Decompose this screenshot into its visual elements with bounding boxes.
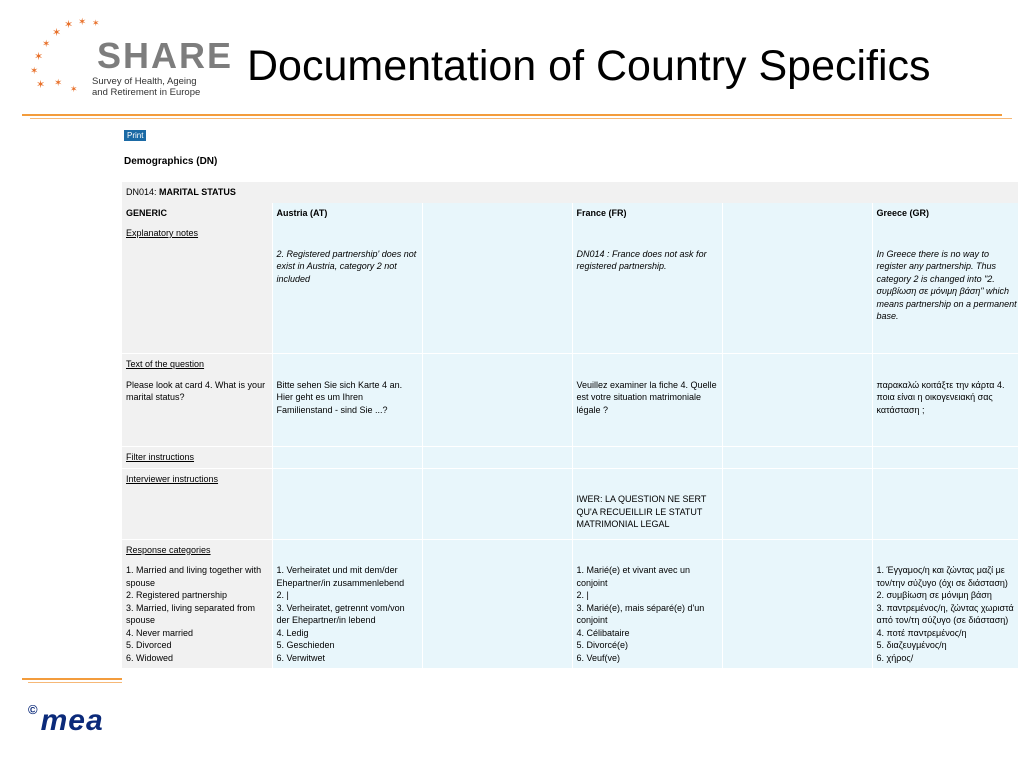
- response-item: 3. Married, living separated from spouse: [126, 602, 256, 625]
- interviewer-text-fr: IWER: LA QUESTION NE SERT QU'A RECUEILLIR LE STATUT MATRIMONIAL LEGAL: [572, 489, 722, 539]
- col-france: France (FR): [572, 203, 722, 224]
- country-specifics-table: [122, 182, 1018, 668]
- svg-text:✶: ✶: [78, 17, 87, 28]
- copyright-symbol: ©: [28, 702, 39, 717]
- response-item: 6. Veuf(ve): [576, 652, 621, 663]
- svg-text:✶: ✶: [34, 50, 44, 63]
- svg-text:✶: ✶: [70, 85, 78, 95]
- top-divider: [22, 114, 1002, 116]
- stars-icon: [22, 14, 102, 100]
- response-item: 1. Έγγαμος/η και ζώντας μαζί με τον/την σύζυγο (όχι σε διάσταση): [876, 565, 1008, 588]
- response-item: 2. Registered partnership: [126, 590, 228, 600]
- response-item: 5. Divorced: [126, 640, 172, 650]
- response-item: 1. Married and living together with spouse: [126, 565, 262, 588]
- response-item: 2. συμβίωση σε μόνιμη βάση: [876, 590, 992, 600]
- mea-logo: [28, 704, 104, 738]
- responses-fr: [572, 560, 722, 668]
- response-item: 2. |: [576, 590, 589, 600]
- response-item: 2. |: [276, 590, 289, 600]
- bottom-divider: [22, 678, 122, 680]
- explanatory-notes-link[interactable]: Explanatory notes: [126, 228, 199, 238]
- text-of-question-link[interactable]: Text of the question: [126, 359, 205, 369]
- response-item: 1. Verheiratet und mit dem/der Ehepartner/in zusammenlebend: [276, 565, 405, 588]
- question-id: DN014:: [126, 187, 157, 197]
- response-label-row: [122, 539, 1018, 560]
- response-item: 6. Widowed: [126, 652, 174, 663]
- response-categories-link[interactable]: Response categories: [126, 544, 211, 555]
- question-label-row: [122, 354, 1018, 375]
- response-item: 3. Verheiratet, getrennt vom/von der Ehepartner/in lebend: [276, 602, 405, 625]
- response-item: 5. Geschieden: [276, 640, 335, 650]
- explanatory-fr: DN014 : France does not ask for registered partnership.: [572, 244, 722, 354]
- share-subtitle: [92, 76, 200, 98]
- col-france-extra: [722, 203, 872, 224]
- question-name: MARITAL STATUS: [159, 187, 236, 197]
- responses-at: [272, 560, 422, 668]
- mea-wordmark: mea: [40, 704, 104, 737]
- question-header: [122, 182, 1018, 203]
- response-item: 1. Marié(e) et vivant avec un conjoint: [576, 565, 691, 588]
- share-subtitle-line2: and Retirement in Europe: [92, 87, 201, 98]
- explanatory-row: [122, 244, 1018, 354]
- share-subtitle-line1: Survey of Health, Ageing: [92, 76, 197, 87]
- response-item: 4. Ledig: [276, 627, 309, 638]
- documentation-screenshot: [118, 128, 1018, 728]
- response-item: 5. Divorcé(e): [576, 640, 629, 650]
- explanatory-label-row: [122, 223, 1018, 244]
- explanatory-gr: In Greece there is no way to register any partnership. Thus category 2 is changed into "2. συμβίωση σε μόνιμη βάση" which means partnership on a permanent base.: [872, 244, 1018, 354]
- response-item: 4. Never married: [126, 627, 194, 638]
- question-text-row: [122, 375, 1018, 447]
- svg-text:✶: ✶: [92, 19, 100, 29]
- share-wordmark: SHARE: [97, 35, 234, 76]
- svg-text:✶: ✶: [30, 66, 39, 77]
- responses-gr: [872, 560, 1018, 668]
- svg-text:✶: ✶: [52, 26, 62, 39]
- svg-text:✶: ✶: [42, 39, 51, 50]
- responses-generic: [122, 560, 272, 668]
- question-text-gr: παρακαλώ κοιτάξτε την κάρτα 4. ποια είναι η οικογενειακή σας κατάσταση ;: [872, 375, 1018, 447]
- response-row: [122, 560, 1018, 668]
- slide-title: Documentation of Country Specifics: [247, 42, 931, 90]
- response-item: 6. Verwitwet: [276, 652, 326, 663]
- col-generic: GENERIC: [122, 203, 272, 224]
- filter-row: [122, 447, 1018, 469]
- filter-instructions-link[interactable]: Filter instructions: [126, 452, 195, 462]
- question-text-generic: Please look at card 4. What is your marital status?: [122, 375, 272, 447]
- col-greece: Greece (GR): [872, 203, 1018, 224]
- response-item: 4. Célibataire: [576, 627, 630, 638]
- svg-text:✶: ✶: [36, 78, 46, 91]
- share-logo: [22, 14, 234, 100]
- col-austria-extra: [422, 203, 572, 224]
- svg-text:✶: ✶: [64, 18, 74, 31]
- response-item: 5. διαζευγμένος/η: [876, 640, 947, 650]
- response-item: 4. ποτέ παντρεμένος/η: [876, 627, 967, 638]
- question-text-fr: Veuillez examiner la fiche 4. Quelle est votre situation matrimoniale légale ?: [572, 375, 722, 447]
- svg-text:✶: ✶: [54, 78, 63, 89]
- column-header-row: [122, 203, 1018, 224]
- question-header-row: [122, 182, 1018, 203]
- section-title: Demographics (DN): [124, 156, 218, 167]
- print-button[interactable]: Print: [124, 130, 146, 141]
- response-item: 3. Marié(e), mais séparé(e) d'un conjoint: [576, 602, 705, 625]
- top-divider-thin: [30, 118, 1012, 119]
- question-text-at: Bitte sehen Sie sich Karte 4 an. Hier geht es um Ihren Familienstand - sind Sie ...?: [272, 375, 422, 447]
- interviewer-instructions-link[interactable]: Interviewer instructions: [126, 473, 219, 484]
- col-austria: Austria (AT): [272, 203, 422, 224]
- explanatory-at: 2. Registered partnership' does not exist in Austria, category 2 not included: [272, 244, 422, 354]
- bottom-divider-thin: [28, 682, 122, 683]
- response-item: 3. παντρεμένος/η, ζώντας χωριστά από τον/τη σύζυγο (σε διάσταση): [876, 602, 1014, 625]
- interviewer-label-row: [122, 468, 1018, 489]
- response-item: 6. χήρος/: [876, 652, 914, 663]
- interviewer-text-row: [122, 489, 1018, 539]
